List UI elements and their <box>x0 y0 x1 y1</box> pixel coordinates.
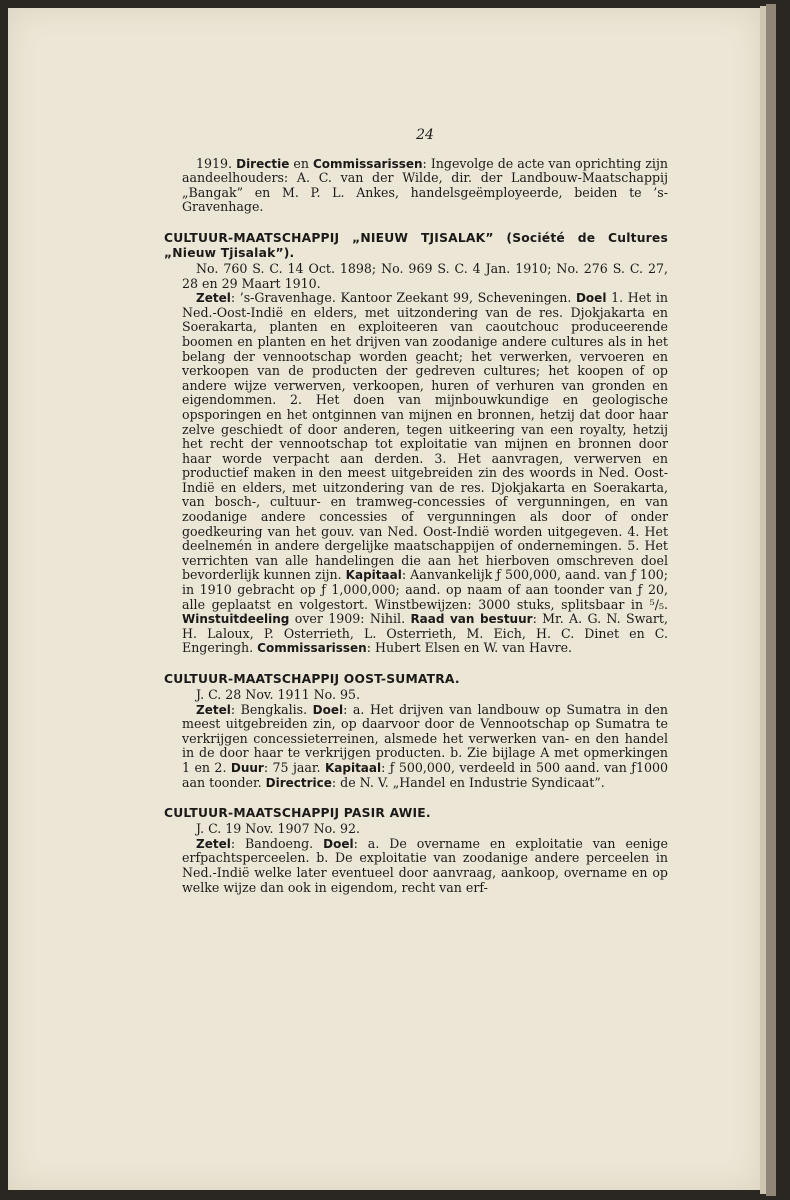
section-references: No. 760 S. C. 14 Oct. 1898; No. 969 S. C. 4 Jan. 1910; No. 276 S. C. 27, 28 en 29 Maart 1910. <box>182 260 668 291</box>
section-references: J. C. 28 Nov. 1911 No. 95. <box>196 687 360 702</box>
book-spine-edge <box>766 4 776 1196</box>
section-title: CULTUUR-MAATSCHAPPIJ PASIR AWIE. <box>164 806 431 821</box>
label-raad-van-bestuur: Raad van bestuur <box>410 612 533 627</box>
label-zetel: Zetel <box>196 702 231 717</box>
section-oost-sumatra <box>164 672 668 790</box>
label-directrice: Directrice <box>265 775 332 790</box>
page-content <box>164 127 669 895</box>
label-kapitaal: Kapitaal <box>324 760 382 775</box>
text-kapitaal: : Aanvankelijk ƒ 500,000, aand. van ƒ 100; in 1910 gebracht op ƒ 1,000,000; aand. op naam of aan toonder van ƒ 20, alle geplaatst en volgestort. Winstbewijzen: 3000 stuks, splitsbaar in ⁵/₅. <box>182 567 669 612</box>
text-kapitaal: : ƒ 500,000, verdeeld in 500 aand. van ƒ1000 aan toonder. <box>182 759 668 790</box>
label-winstuitdeeling: Winstuitdeeling <box>182 612 290 627</box>
label-zetel: Zetel <box>196 836 231 851</box>
intro-label-commissarissen: Commissarissen <box>312 156 423 171</box>
intro-label-directie: Directie <box>236 156 290 171</box>
section-pasir-awie <box>164 806 669 895</box>
label-commissarissen: Commissarissen <box>257 641 367 656</box>
page-number: 24 <box>416 127 434 143</box>
text-winstuitdeeling: over 1909: Nihil. <box>289 611 411 627</box>
text-directrice: : de N. V. „Handel en Industrie Syndicaat”. <box>331 774 605 790</box>
text-commissarissen: : Hubert Elsen en W. van Havre. <box>366 640 573 656</box>
page-edge <box>760 6 766 1194</box>
text-zetel: : Bengkalis. <box>230 701 313 717</box>
label-doel: Doel <box>575 291 607 306</box>
section-body <box>182 837 668 895</box>
section-body <box>182 291 668 656</box>
text-raad-van-bestuur: : Mr. A. G. N. Swart, H. Laloux, P. Osterrieth, L. Osterrieth, M. Eich, H. C. Dinet en C. Engeringh. <box>182 611 668 656</box>
text-doel: : a. De overname en exploitatie van eenige erfpachtsperceelen. b. De exploitatie van zoodanige andere perceelen in Ned.-Indië welke later eventueel door aanvraag, aankoop, overname en op welke wijze dan ook in eigendom, recht van erf- <box>182 835 669 895</box>
label-doel: Doel <box>312 702 344 717</box>
label-kapitaal: Kapitaal <box>345 568 402 583</box>
section-references: J. C. 19 Nov. 1907 No. 92. <box>196 821 360 837</box>
intro-connector: en <box>289 155 313 171</box>
section-nieuw-tjisalak <box>164 230 669 656</box>
intro-paragraph <box>182 157 668 215</box>
text-zetel: : ’s-Gravenhage. Kantoor Zeekant 99, Scheveningen. <box>230 290 576 306</box>
text-duur: : 75 jaar. <box>263 759 325 775</box>
text-doel: : a. Het drijven van landbouw op Sumatra in den meest uitgebreiden zin, op daarvoor door de Vennootschap op Sumatra te verkrijgen concessieterreinen, alsmede het verwerken van- en den handel in de door haar te verkrijgen producten. b. Zie bijlage A met opmerkingen 1 en 2. <box>182 701 668 775</box>
intro-year: 1919. <box>196 155 233 171</box>
section-body <box>182 703 668 791</box>
label-zetel: Zetel <box>196 291 231 306</box>
label-duur: Duur <box>230 760 264 775</box>
section-title: CULTUUR-MAATSCHAPPIJ OOST-SUMATRA. <box>164 672 460 686</box>
section-title: CULTUUR-MAATSCHAPPIJ „NIEUW TJISALAK” (Société de Cultures „Nieuw Tjisalak”). <box>164 230 668 260</box>
label-doel: Doel <box>323 836 354 851</box>
text-zetel: : Bandoeng. <box>230 835 324 851</box>
text-doel: 1. Het in Ned.-Oost-Indië en elders, met uitzondering van de res. Djokjakarta en Soerakarta, planten en exploiteeren van caoutchouc produceerende boomen en planten en het drijven van zoodanige andere cultures als in het belang der vennootschap worden geacht; het verwerken, vervoeren en verkoopen van de producten der gedreven cultures; het koopen of op andere wijze verwerven, verkoopen, huren of verhuren van gronden en eigendommen. 2. Het doen van mijnbouwkundige en geologische opsporingen en het ontginnen van mijnen en bronnen, hetzij dat door haar zelve geschiedt of door anderen, tegen uitkeering van een royalty, hetzij het recht der vennootschap tot exploitatie van mijnen en bronnen door haar worde verpacht aan derden. 3. Het aanvragen, verwerven en productief maken in den meest uitgebreiden zin des woords in Ned. Oost-Indië en elders, met uitzondering van de res. Djokjakarta en Soerakarta, van bosch-, cultuur- en tramweg-concessies of vergunningen, en van zoodanige andere concessies of vergunningen als door of onder goedkeuring van het gouv. van Ned. Oost-Indië worden uitgegeven. 4. Het deelnemén in andere dergelijke maatschappijen of ondernemingen. 5. Het verrichten van alle handelingen die aan het hierboven omschreven doel bevorderlijk kunnen zijn. <box>182 290 668 583</box>
intro-text: : Ingevolge de acte van oprichting zijn aandeelhouders: A. C. van der Wilde, dir. der Landbouw-Maatschappij „Bangak” en M. P. L. Ankes, handelsgeëmployeerde, beiden te ’s-Gravenhage. <box>182 155 668 215</box>
